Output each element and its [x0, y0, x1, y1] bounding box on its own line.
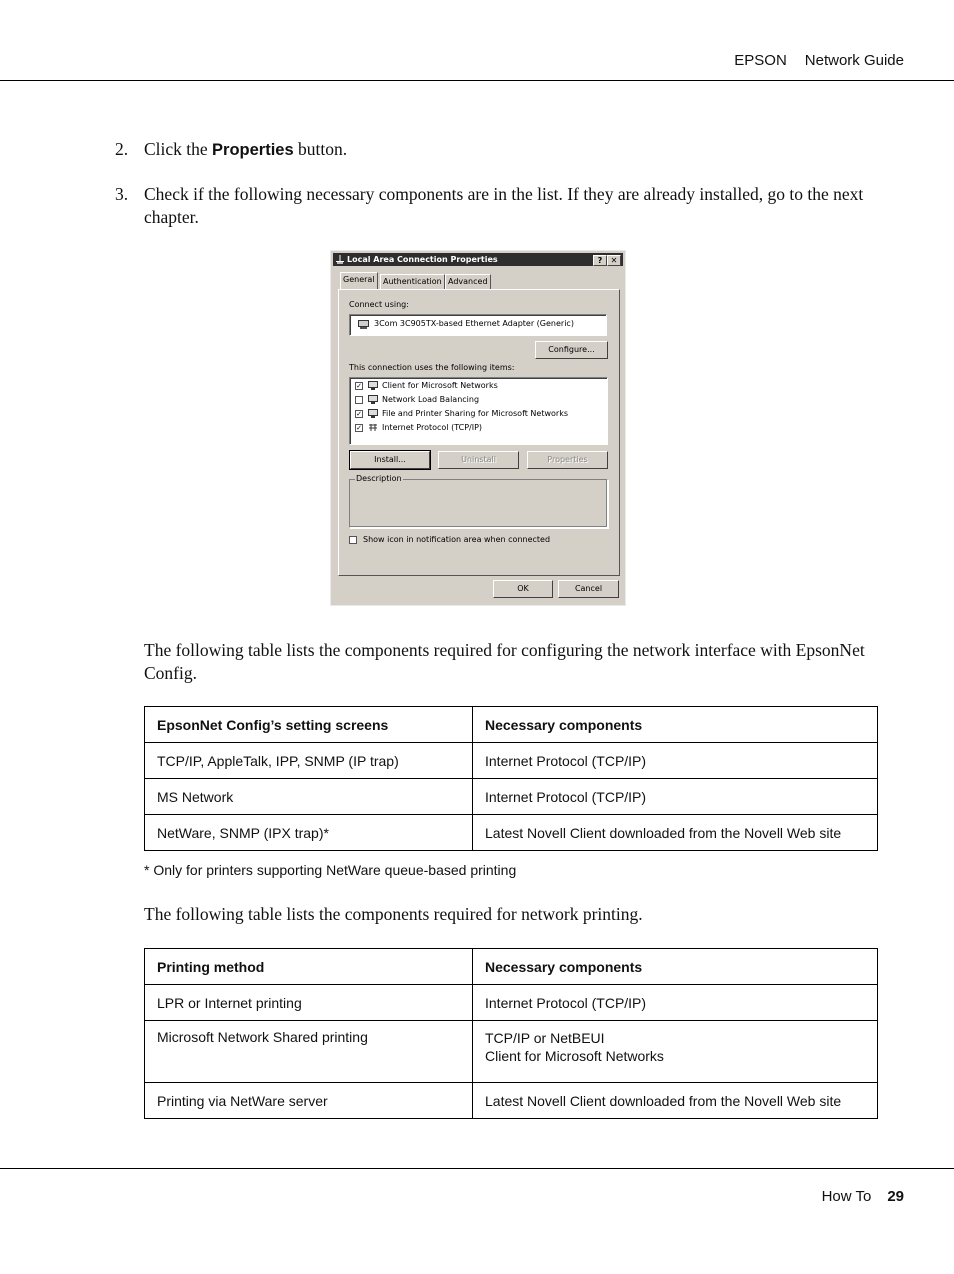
table-header-row	[145, 949, 878, 985]
table-cell: Latest Novell Client downloaded from the Novell Web site	[473, 1083, 878, 1119]
network-adapter-icon	[358, 320, 369, 329]
table-row	[145, 779, 878, 815]
table-cell: TCP/IP, AppleTalk, IPP, SNMP (IP trap)	[145, 743, 473, 779]
step-text-post: button.	[293, 139, 348, 159]
table-header-cell: Printing method	[145, 949, 473, 985]
step-text-bold: Properties	[212, 141, 294, 159]
cell-line: TCP/IP or NetBEUI	[485, 1030, 605, 1046]
item-label: Network Load Balancing	[382, 395, 480, 404]
table-header-cell: Necessary components	[473, 707, 878, 743]
client-icon	[368, 381, 378, 390]
table-cell: NetWare, SNMP (IPX trap)*	[145, 815, 473, 851]
adapter-field[interactable]	[349, 314, 607, 336]
printing-components-table	[144, 948, 878, 1119]
table-cell: Internet Protocol (TCP/IP)	[473, 743, 878, 779]
properties-button[interactable]: Properties	[527, 451, 608, 469]
items-label: This connection uses the following items:	[349, 363, 515, 372]
step-text: Check if the following necessary components are in the list. If they are already installed, go to the next chapter.	[144, 184, 864, 227]
step-text-pre: Click the	[144, 139, 213, 159]
network-connection-icon	[336, 255, 344, 264]
footer-rule	[0, 1168, 954, 1169]
item-label: File and Printer Sharing for Microsoft Networks	[382, 409, 568, 418]
show-icon-label: Show icon in notification area when connected	[363, 535, 551, 544]
install-button[interactable]: Install...	[350, 451, 430, 469]
paragraph-printing-intro: The following table lists the components required for network printing.	[144, 904, 643, 924]
table-header-cell: EpsonNet Config’s setting screens	[145, 707, 473, 743]
tab-authentication[interactable]: Authentication	[380, 274, 445, 289]
table-cell: MS Network	[145, 779, 473, 815]
uninstall-button[interactable]: Uninstall	[438, 451, 519, 469]
dialog-title: Local Area Connection Properties	[347, 255, 498, 264]
step-number: 2.	[115, 139, 129, 159]
close-button[interactable]: ✕	[607, 255, 621, 266]
table-row	[145, 1021, 878, 1083]
table-row	[145, 985, 878, 1021]
help-button[interactable]: ?	[593, 255, 607, 266]
footer-section: How To	[821, 1188, 872, 1205]
table-header-row	[145, 707, 878, 743]
table-cell: Microsoft Network Shared printing	[145, 1021, 473, 1083]
connection-properties-dialog	[330, 250, 626, 606]
page-footer	[822, 1188, 904, 1205]
item-checkbox[interactable]: ✓	[356, 424, 362, 432]
header-brand: EPSON	[734, 52, 787, 69]
table-header-cell: Necessary components	[473, 949, 878, 985]
description-label: Description	[356, 474, 402, 483]
configure-button[interactable]: Configure...	[535, 341, 608, 359]
table-row	[145, 1083, 878, 1119]
paragraph-config-intro: The following table lists the components required for configuring the network interface with EpsonNet Config.	[144, 640, 865, 683]
table-cell-multiline	[473, 1021, 878, 1083]
table-cell: Printing via NetWare server	[145, 1083, 473, 1119]
table-cell: Internet Protocol (TCP/IP)	[473, 779, 878, 815]
table-footnote: * Only for printers supporting NetWare queue-based printing	[144, 862, 517, 878]
item-checkbox[interactable]	[355, 396, 363, 404]
dialog-title-bar	[333, 253, 623, 266]
page-number: 29	[887, 1188, 904, 1205]
item-label: Internet Protocol (TCP/IP)	[382, 423, 483, 432]
protocol-icon	[368, 423, 378, 432]
cancel-button[interactable]: Cancel	[558, 580, 619, 598]
item-label: Client for Microsoft Networks	[382, 381, 498, 390]
table-row	[145, 815, 878, 851]
config-components-table	[144, 706, 878, 851]
item-checkbox[interactable]: ✓	[356, 382, 362, 390]
description-group	[349, 479, 608, 528]
item-checkbox[interactable]: ✓	[356, 410, 362, 418]
page-header	[734, 52, 904, 69]
file-sharing-icon	[368, 409, 378, 418]
show-icon-checkbox[interactable]	[349, 536, 357, 544]
adapter-name: 3Com 3C905TX-based Ethernet Adapter (Generic)	[374, 319, 574, 328]
table-cell: LPR or Internet printing	[145, 985, 473, 1021]
ok-button[interactable]: OK	[493, 580, 553, 598]
tab-general[interactable]: General	[340, 272, 378, 289]
cell-line: Client for Microsoft Networks	[485, 1048, 664, 1064]
table-cell: Internet Protocol (TCP/IP)	[473, 985, 878, 1021]
header-rule	[0, 80, 954, 81]
tab-advanced[interactable]: Advanced	[445, 274, 491, 289]
table-row	[145, 743, 878, 779]
service-icon	[368, 395, 378, 404]
connect-using-label: Connect using:	[349, 300, 409, 309]
table-cell: Latest Novell Client downloaded from the Novell Web site	[473, 815, 878, 851]
components-list[interactable]	[349, 377, 608, 445]
step-number: 3.	[115, 184, 129, 204]
header-guide-title: Network Guide	[804, 52, 904, 69]
